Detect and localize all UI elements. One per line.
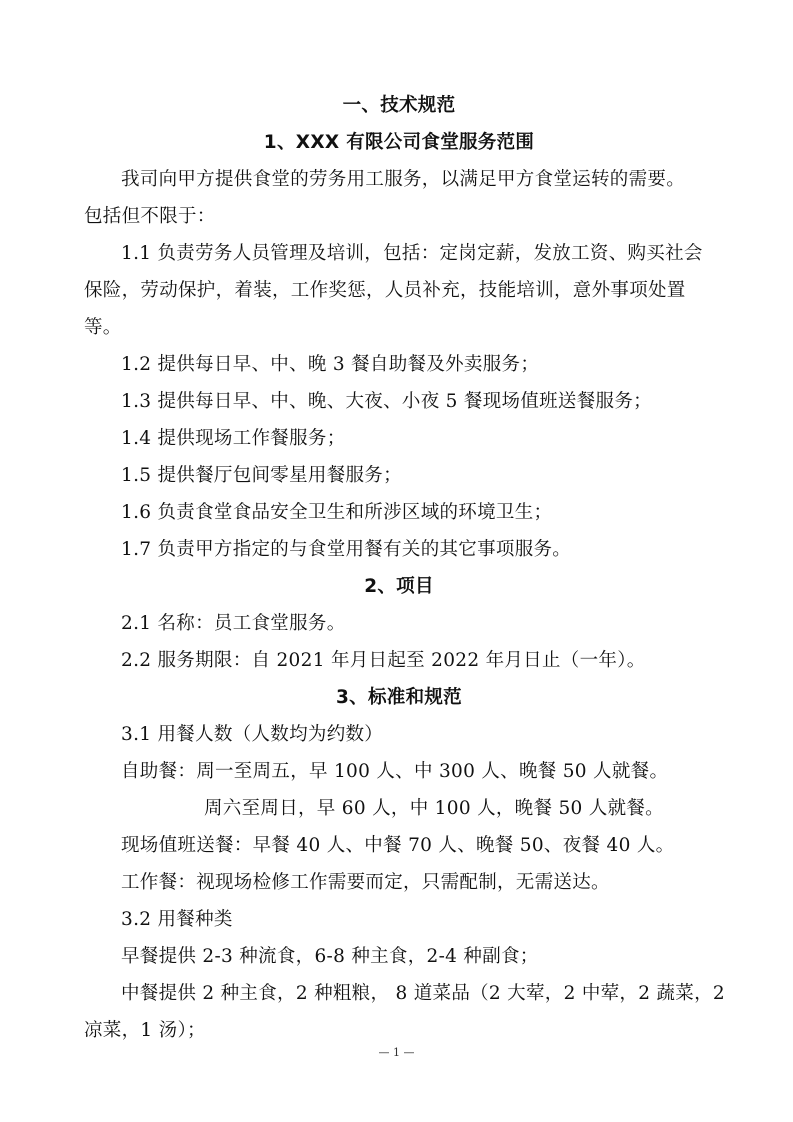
item-1-3: 1.3 提供每日早、中、晚、大夜、小夜 5 餐现场值班送餐服务； — [121, 391, 652, 412]
item-1-4: 1.4 提供现场工作餐服务； — [121, 428, 346, 449]
section-2-title: 2、项目 — [364, 576, 434, 597]
page-number: — 1 — — [378, 1046, 415, 1059]
item-2-2: 2.2 服务期限：自 2021 年月日起至 2022 年月日止（一年）。 — [121, 650, 646, 671]
item-3-2: 3.2 用餐种类 — [121, 909, 233, 930]
item-2-1: 2.1 名称：员工食堂服务。 — [121, 613, 346, 634]
section-3-title: 3、标准和规范 — [336, 687, 462, 708]
item-3-1: 3.1 用餐人数（人数均为约数） — [121, 724, 384, 745]
buffet-weekday: 自助餐：周一至周五，早 100 人、中 300 人、晚餐 50 人就餐。 — [121, 761, 669, 782]
item-1-1-line-1: 1.1 负责劳务人员管理及培训，包括：定岗定薪，发放工资、购买社会 — [121, 243, 703, 264]
item-1-5: 1.5 提供餐厅包间零星用餐服务； — [121, 465, 402, 486]
lunch-line-1: 中餐提供 2 种主食，2 种粗粮， 8 道菜品（2 大荤，2 中荤，2 蔬菜，2 — [121, 983, 725, 1004]
onsite-delivery: 现场值班送餐：早餐 40 人、中餐 70 人、晚餐 50、夜餐 40 人。 — [121, 835, 675, 856]
intro-line-2: 包括但不限于： — [84, 206, 216, 227]
main-heading: 一、技术规范 — [342, 95, 456, 116]
item-1-2: 1.2 提供每日早、中、晚 3 餐自助餐及外卖服务； — [121, 354, 540, 375]
item-1-6: 1.6 负责食堂食品安全卫生和所涉区域的环境卫生； — [121, 502, 553, 523]
breakfast: 早餐提供 2-3 种流食，6-8 种主食，2-4 种副食； — [121, 946, 539, 967]
work-meal: 工作餐：视现场检修工作需要而定，只需配制，无需送达。 — [121, 872, 610, 893]
item-1-1-line-2: 保险，劳动保护，着装，工作奖惩，人员补充，技能培训，意外事项处置 — [84, 280, 686, 301]
item-1-7: 1.7 负责甲方指定的与食堂用餐有关的其它事项服务。 — [121, 539, 572, 560]
intro-line-1: 我司向甲方提供食堂的劳务用工服务，以满足甲方食堂运转的需要。 — [121, 169, 686, 190]
item-1-1-line-3: 等。 — [84, 317, 122, 338]
section-1-title: 1、XXX 有限公司食堂服务范围 — [263, 132, 535, 153]
buffet-weekend: 周六至周日，早 60 人，中 100 人，晚餐 50 人就餐。 — [204, 798, 664, 819]
lunch-line-2: 凉菜，1 汤）； — [84, 1020, 206, 1041]
